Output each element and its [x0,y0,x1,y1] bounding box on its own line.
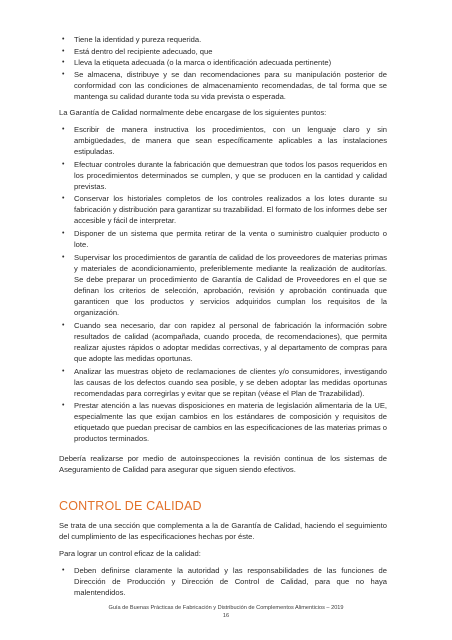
page-content [59,34,387,600]
bullet-icon: • [62,160,65,168]
intro-paragraph: La Garantía de Calidad normalmente debe encargase de los siguientes puntos: [59,107,327,117]
list-item [59,46,387,57]
footer-title: Guía de Buenas Prácticas de Fabricación y Distribución de Complementos Alimenticios – 2019 [108,605,344,611]
list-item [59,124,387,157]
bullet-list-section [59,565,387,598]
bullet-icon: • [62,195,65,203]
bullet-list-main [59,124,387,445]
section-paragraph-2: Para lograr un control eficaz de la calidad: [59,549,201,559]
list-item-text: Tiene la identidad y pureza requerida. [74,35,202,44]
bullet-icon: • [62,567,65,575]
bullet-icon: • [62,230,65,238]
bullet-icon: • [62,70,65,78]
list-item-text: Supervisar los procedimientos de garantía de calidad de los proveedores de materias primas y materiales de acondicionamiento, preferiblemente mediante la realización de auditorías. Se debe preparar un procedimiento de Garantía de Calidad de Proveedores en el que se definan los criterios de selección, aprobación, revisión y aprobación continuada que garanticen que los productos y servicios adquiridos cumplan los requisitos de la organización. [74,252,387,317]
list-item [59,159,387,192]
bullet-icon: • [62,253,65,261]
list-item-text: Se almacena, distribuye y se dan recomendaciones para su manipulación posterior de conformidad con las condiciones de almacenamiento recomendadas, de tal forma que se mantenga su calidad durante toda su vida prevista o esperada. [74,69,387,101]
list-item [59,69,387,102]
list-item [59,34,387,45]
list-item [59,193,387,226]
list-item-text: Disponer de un sistema que permita retirar de la venta o suministro cualquier producto o lote. [74,229,387,250]
bullet-icon: • [62,367,65,375]
list-item [59,252,387,318]
list-item-text: Está dentro del recipiente adecuado, que [74,46,213,56]
bullet-icon: • [62,321,65,329]
list-item-text: Analizar las muestras objeto de reclamaciones de clientes y/o consumidores, investigando las causas de los defectos cuando sea posible, y se deben adoptar las medidas oportunas recomendadas para corregirlas y evitar que se repitan (véase el Plan de Trazabilidad). [74,366,387,398]
list-item-text: Escribir de manera instructiva los procedimientos, con un lenguaje claro y sin ambigüedades, de manera que sean específicamente aplicables a las instalaciones estipuladas. [74,124,387,156]
list-item-text: Lleva la etiqueta adecuada (o la marca o identificación adecuada pertinente) [74,58,332,68]
bullet-list-top [59,34,387,102]
section-heading: CONTROL DE CALIDAD [59,499,202,514]
list-item-text: Conservar los historiales completos de los controles realizados a los lotes durante su fabricación y distribución para garantizar su trazabilidad. El formato de los informes debe ser accesible y fácil de interpretar. [74,194,387,226]
section-paragraph-1: Se trata de una sección que complementa a la de Garantía de Calidad, haciendo el seguimiento del cumplimiento de las especificaciones hechas por éste. [59,521,387,542]
list-item [59,57,387,68]
bullet-icon: • [62,125,65,133]
bullet-icon: • [62,59,65,67]
list-item [59,400,387,444]
list-item [59,565,387,598]
bullet-icon: • [62,47,65,55]
bullet-icon: • [62,402,65,410]
list-item-text: Cuando sea necesario, dar con rapidez al personal de fabricación la información sobre resultados de calidad (acompañada, cuando proceda, de recomendaciones), que permita realizar ajustes rápidos o adoptar medidas correctivas, y al departamento de compras para que adopte las medidas oportunas. [74,320,387,363]
closing-paragraph: Debería realizarse por medio de autoinspecciones la revisión continua de los sistemas de Aseguramiento de Calidad para asegurar que siguen siendo efectivos. [59,454,387,475]
bullet-icon: • [62,36,65,43]
list-item-text: Efectuar controles durante la fabricación que demuestran que todos los pasos requeridos en los procedimientos determinados se cumplen, y que se producen en la cantidad y calidad previstas. [74,159,387,191]
list-item-text: Deben definirse claramente la autoridad y las responsabilidades de las funciones de Dirección de Producción y Dirección de Control de Calidad, para que no haya malentendidos. [74,566,387,598]
list-item [59,366,387,399]
list-item [59,228,387,250]
page-footer [0,604,452,620]
page-number: 16 [222,613,230,619]
list-item-text: Prestar atención a las nuevas disposiciones en materia de legislación alimentaria de la UE, especialmente las que exijan cambios en los estándares de composición y requisitos de etiquetado que puedan precisar de cambios en las especificaciones de las materias primas o productos terminados. [74,401,387,444]
list-item [59,320,387,364]
